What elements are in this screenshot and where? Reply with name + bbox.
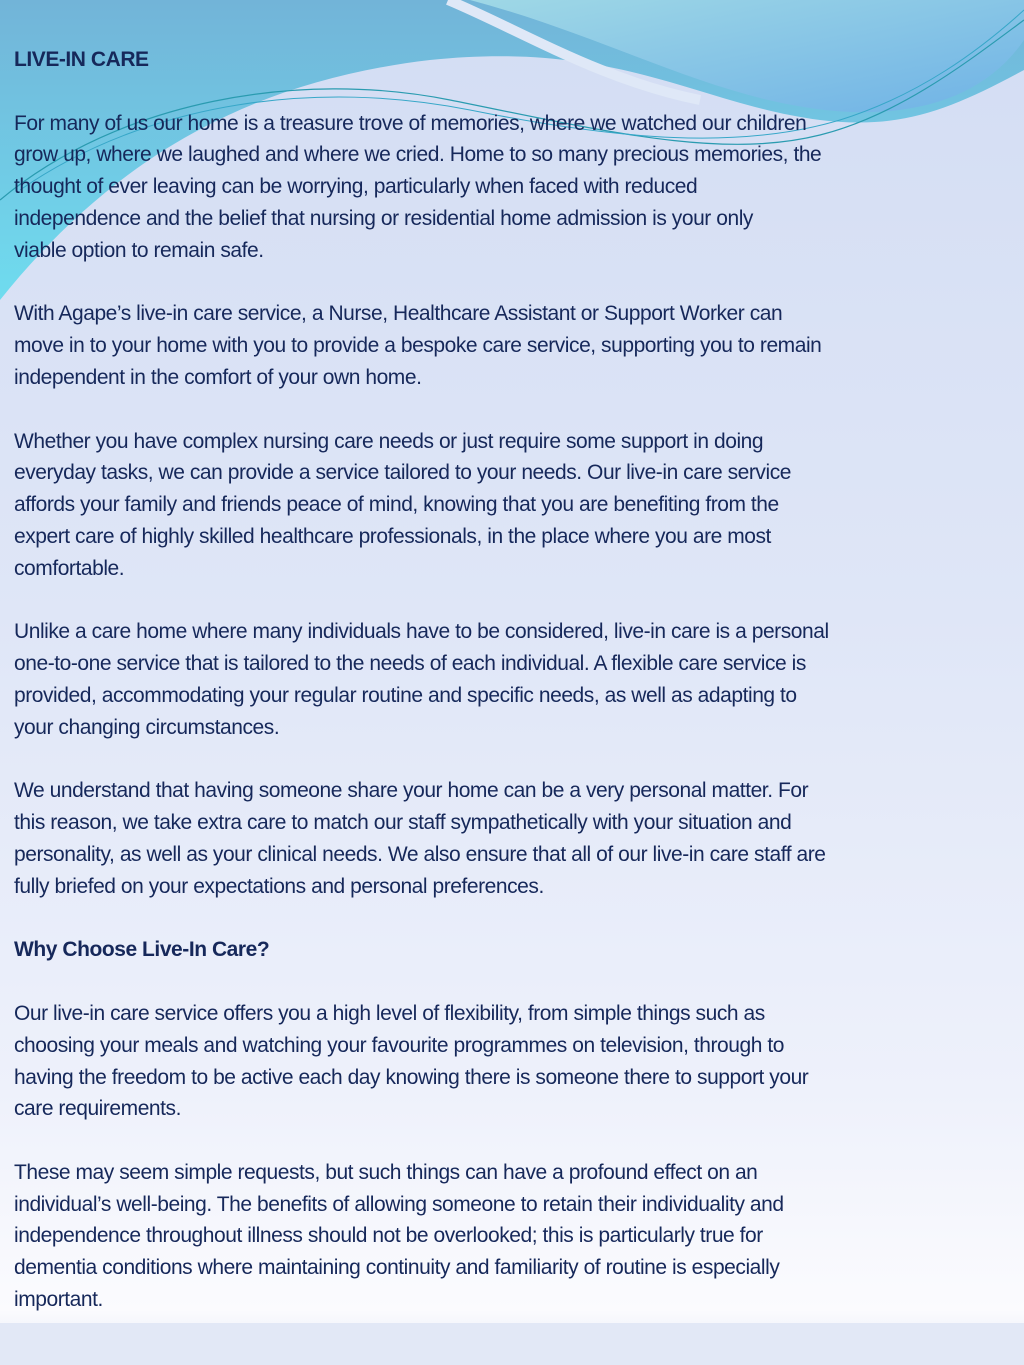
text-line: independent in the comfort of your own home. bbox=[14, 365, 422, 389]
text-line: For many of us our home is a treasure trove of memories, where we watched our children bbox=[14, 111, 807, 135]
spacer bbox=[14, 76, 1019, 108]
spacer bbox=[14, 966, 1019, 998]
text-line: Why Choose Live-In Care? bbox=[14, 938, 270, 962]
text-line: important. bbox=[14, 1288, 103, 1312]
text-line: We understand that having someone share your home can be a very personal matter. For bbox=[14, 779, 809, 803]
text-line: Unlike a care home where many individuals have to be considered, live-in care is a personal bbox=[14, 620, 829, 644]
text-line: Whether you have complex nursing care needs or just require some support in doing bbox=[14, 429, 764, 453]
text-line: individual’s well-being. The benefits of allowing someone to retain their individuality and bbox=[14, 1192, 784, 1216]
text-line: everyday tasks, we can provide a service tailored to your needs. Our live-in care service bbox=[14, 461, 791, 485]
text-line: dementia conditions where maintaining continuity and familiarity of routine is especially bbox=[14, 1256, 780, 1280]
text-line: care requirements. bbox=[14, 1097, 181, 1121]
text-line: this reason, we take extra care to match our staff sympathetically with your situation and bbox=[14, 811, 792, 835]
text-line: one-to-one service that is tailored to the needs of each individual. A flexible care service is bbox=[14, 652, 806, 676]
spacer bbox=[14, 267, 1019, 299]
text-line: viable option to remain safe. bbox=[14, 238, 264, 262]
text-line: These may seem simple requests, but such things can have a profound effect on an bbox=[14, 1160, 758, 1184]
text-line: comfortable. bbox=[14, 556, 125, 580]
paragraph bbox=[14, 426, 1019, 585]
section-heading bbox=[14, 934, 1019, 966]
text-line: expert care of highly skilled healthcare professionals, in the place where you are most bbox=[14, 524, 771, 548]
text-line: personality, as well as your clinical needs. We also ensure that all of our live-in care staff are bbox=[14, 842, 826, 866]
text-line: fully briefed on your expectations and personal preferences. bbox=[14, 874, 544, 898]
text-line: affords your family and friends peace of mind, knowing that you are benefiting from the bbox=[14, 493, 779, 517]
text-line: your changing circumstances. bbox=[14, 715, 280, 739]
page-title: LIVE-IN CARE bbox=[14, 48, 149, 71]
paragraph bbox=[14, 108, 1019, 267]
text-line: independence throughout illness should not be overlooked; this is particularly true for bbox=[14, 1224, 763, 1248]
text-line: independence and the belief that nursing or residential home admission is your only bbox=[14, 206, 753, 230]
paragraph bbox=[14, 1157, 1019, 1316]
text-line: move in to your home with you to provide a bespoke care service, supporting you to remain bbox=[14, 334, 822, 358]
paragraph bbox=[14, 616, 1019, 743]
text-line: grow up, where we laughed and where we cried. Home to so many precious memories, the bbox=[14, 143, 822, 167]
spacer bbox=[14, 1125, 1019, 1157]
text-line: Our live-in care service offers you a high level of flexibility, from simple things such as bbox=[14, 1001, 765, 1025]
paragraph bbox=[14, 775, 1019, 902]
text-line: With Agape’s live-in care service, a Nurse, Healthcare Assistant or Support Worker can bbox=[14, 302, 783, 326]
spacer bbox=[14, 903, 1019, 935]
spacer bbox=[14, 394, 1019, 426]
text-line: provided, accommodating your regular routine and specific needs, as well as adapting to bbox=[14, 683, 797, 707]
paragraph bbox=[14, 998, 1019, 1125]
text-line: thought of ever leaving can be worrying, particularly when faced with reduced bbox=[14, 175, 698, 199]
paragraph bbox=[14, 298, 1019, 393]
document-body bbox=[14, 44, 1019, 1316]
text-line: choosing your meals and watching your favourite programmes on television, through to bbox=[14, 1033, 784, 1057]
spacer bbox=[14, 585, 1019, 617]
spacer bbox=[14, 744, 1019, 776]
text-line: having the freedom to be active each day knowing there is someone there to support your bbox=[14, 1065, 809, 1089]
